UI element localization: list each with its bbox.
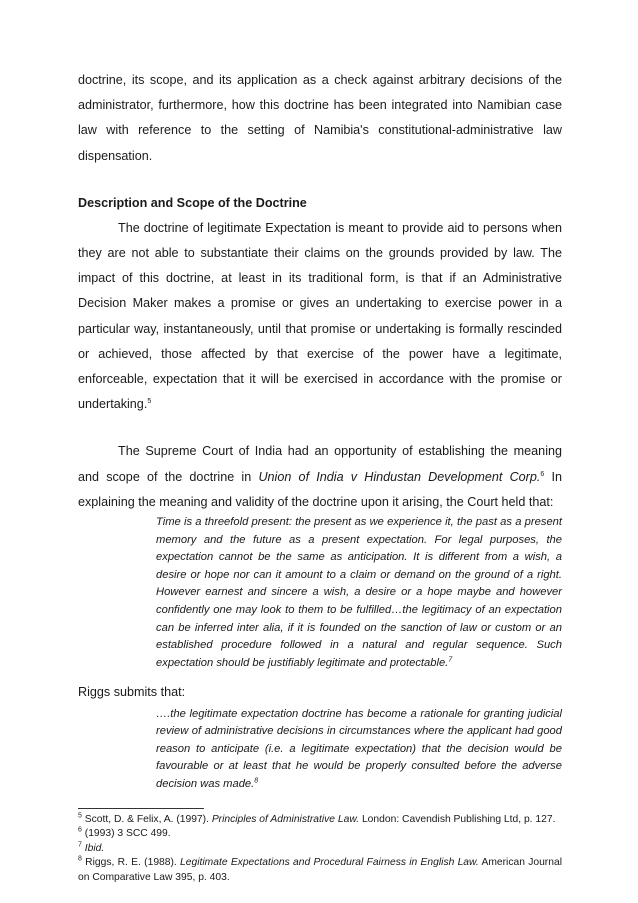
footnote-text: Riggs, R. E. (1988). (81, 857, 181, 869)
footnote-num: 7 (78, 841, 82, 849)
riggs-intro: Riggs submits that: (78, 685, 186, 700)
block-quote-court-text: Time is a threefold present: the present as we experience it, the past as a present memory and the future as a present expectation. For legal purposes, the expectation cannot be the same as anticipation. It is different from a wish, a desire or hope nor can it amount to a claim or demand on the ground of a right. However earnest and sincere a wish, a desire or a hope maybe and however confidently one may look to them to be fulfilled…the legitimacy of an expectation can be inferred inter alia, if it is founded on the sanction of law or custom or an established procedure followed in a natural and regular sequence. Such expectation should be justifiably legitimate and protectable. (156, 516, 562, 669)
footnote-5 (78, 813, 562, 828)
footnote-divider (78, 808, 204, 809)
footnote-ref-5: 5 (147, 398, 152, 406)
paragraph-description (78, 216, 562, 418)
footnote-ref-8: 8 (254, 777, 259, 785)
block-quote-riggs-text: ….the legitimate expectation doctrine has become a rationale for granting judicial review of administrative decisions in circumstances where the applicant had good reason to anticipate (i.e. a legitimate expectation) that the decision would be favourable or at least that he would be properly consulted before the adverse decision was made. (156, 707, 562, 790)
footnote-8 (78, 856, 562, 885)
block-quote-court (156, 514, 562, 672)
footnote-title: Ibid. (84, 842, 105, 854)
document-page (78, 68, 562, 886)
footnote-ref-7: 7 (448, 656, 453, 664)
case-name: Union of India v Hindustan Development Corp. (258, 469, 541, 484)
intro-text: doctrine, its scope, and its application as a check against arbitrary decisions of the administrator, furthermore, how this doctrine has been integrated into Namibian case law with reference to the setting of Namibia's constitutional-administrative law dispensation. (78, 73, 562, 163)
paragraph-supreme-court-text-after: In explaining the meaning and validity of the doctrine upon it arising, the Court held that: (78, 469, 563, 509)
block-quote-riggs (156, 706, 562, 794)
footnote-text: Scott, D. & Felix, A. (1997). (81, 813, 212, 825)
footnote-title: Legitimate Expectations and Procedural Fairness in English Law. (180, 857, 479, 869)
footnote-title: Principles of Administrative Law. (211, 813, 360, 825)
footnote-num: 6 (78, 826, 82, 834)
footnote-6 (78, 827, 562, 842)
footnote-num: 8 (78, 855, 82, 863)
footnote-num: 5 (78, 812, 82, 820)
paragraph-supreme-court (78, 439, 562, 515)
intro-paragraph (78, 68, 562, 169)
footnotes (78, 813, 562, 886)
paragraph-description-text: The doctrine of legitimate Expectation is meant to provide aid to persons when they are not able to substantiate their claims on the grounds provided by law. The impact of this doctrine, at least in its traditional form, is that if an Administrative Decision Maker makes a promise or gives an undertaking to exercise power in a particular way, instantaneously, until that promise or undertaking is formally rescinded or achieved, those affected by that exercise of the power have a legitimate, enforceable, expectation that it will be exercised in accordance with the promise or undertaking. (78, 220, 562, 412)
footnote-text-after: American Journal on Comparative Law 395, p. 403. (78, 857, 562, 883)
paragraph-supreme-court-text-before: The Supreme Court of India had an opportunity of establishing the meaning and scope of the doctrine in (78, 444, 562, 484)
footnote-7 (78, 842, 562, 857)
footnote-ref-6: 6 (540, 470, 545, 478)
section-heading: Description and Scope of the Doctrine (78, 195, 307, 210)
footnote-text-after: London: Cavendish Publishing Ltd, p. 127. (359, 813, 556, 825)
footnote-text: (1993) 3 SCC 499. (81, 828, 171, 840)
